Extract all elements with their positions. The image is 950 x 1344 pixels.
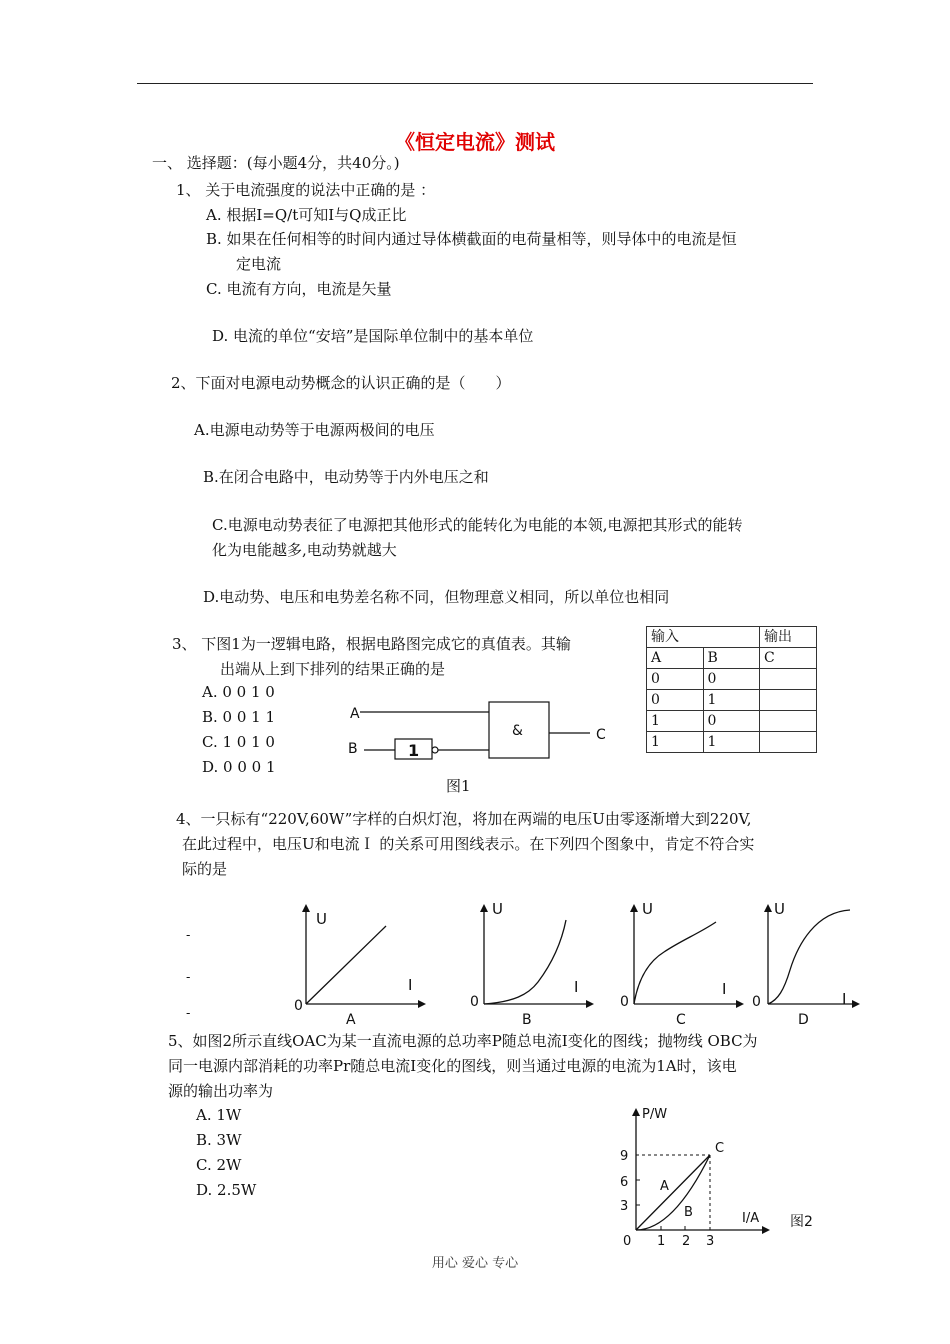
truth-table-cell: 1 xyxy=(647,732,704,753)
and-gate-symbol: & xyxy=(512,723,523,739)
fig2-curve-b-label: B xyxy=(684,1205,693,1220)
truth-table-col: B xyxy=(703,648,760,669)
fig2-origin: 0 xyxy=(623,1234,632,1249)
graph-a-origin: 0 xyxy=(294,998,303,1014)
q2-stem: 2、下面对电源电动势概念的认识正确的是（ ） xyxy=(171,374,511,392)
truth-table-col: C xyxy=(760,648,817,669)
truth-table-cell: 0 xyxy=(703,669,760,690)
margin-dash: - xyxy=(186,1006,191,1021)
graph-d-origin: 0 xyxy=(752,994,761,1010)
q5-option-d: D. 2.5W xyxy=(196,1181,257,1199)
graph-b-label: B xyxy=(522,1012,532,1028)
q2-option-d: D.电动势、电压和电势差名称不同，但物理意义相同，所以单位也相同 xyxy=(203,588,670,606)
graph-c xyxy=(620,900,760,1030)
q5-option-c: C. 2W xyxy=(196,1156,242,1174)
q3-option-a: A. 0 0 1 0 xyxy=(202,683,275,701)
graph-a-ylabel: U xyxy=(316,910,327,928)
q2-option-c: C.电源电动势表征了电源把其他形式的能转化为电能的本领,电源把其形式的能转 xyxy=(212,516,743,534)
graph-c-ylabel: U xyxy=(642,900,653,918)
truth-table xyxy=(646,626,817,753)
truth-table-cell: 1 xyxy=(647,711,704,732)
truth-table-cell: 1 xyxy=(703,732,760,753)
section-heading: 一、 选择题：(每小题4分，共40分。) xyxy=(152,154,400,172)
q5-stem-cont-2: 源的输出功率为 xyxy=(168,1082,274,1100)
fig2-ytick: 6 xyxy=(620,1175,629,1190)
graph-b xyxy=(468,900,608,1030)
q1-option-b: B. 如果在任何相等的时间内通过导体横截面的电荷量相等，则导体中的电流是恒 xyxy=(206,230,737,248)
not-gate-symbol: 1 xyxy=(408,741,420,760)
truth-table-cell[interactable] xyxy=(760,690,817,711)
page-title: 《恒定电流》测试 xyxy=(395,130,555,154)
graph-c-label: C xyxy=(676,1012,686,1028)
header-rule xyxy=(137,83,813,84)
q2-option-a: A.电源电动势等于电源两极间的电压 xyxy=(194,421,435,439)
q3-stem: 3、 下图1为一逻辑电路，根据电路图完成它的真值表。其输 xyxy=(172,635,571,653)
graph-d-xlabel: I xyxy=(842,990,847,1008)
fig2-ylabel: P/W xyxy=(642,1107,668,1122)
q1-option-b-cont: 定电流 xyxy=(236,255,282,273)
q5-stem-cont: 同一电源内部消耗的功率Pr随总电流I变化的图线，则当通过电源的电流为1A时，该电 xyxy=(168,1057,737,1075)
graph-d xyxy=(750,900,890,1030)
truth-table-cell[interactable] xyxy=(760,732,817,753)
graph-a xyxy=(290,900,430,1030)
q4-stem-cont-2: 际的是 xyxy=(182,860,228,878)
figure-1-caption: 图1 xyxy=(446,777,471,795)
q3-stem-cont: 出端从上到下排列的结果正确的是 xyxy=(220,660,446,678)
fig2-xlabel: I/A xyxy=(742,1211,760,1226)
q2-option-c-cont: 化为电能越多,电动势就越大 xyxy=(212,541,397,559)
graph-b-curve xyxy=(484,920,566,1004)
q5-option-b: B. 3W xyxy=(196,1131,242,1149)
graph-a-xlabel: I xyxy=(408,976,413,994)
truth-table-cell[interactable] xyxy=(760,711,817,732)
graph-a-label: A xyxy=(346,1012,356,1028)
figure-2-caption: 图2 xyxy=(790,1214,813,1230)
graph-c-origin: 0 xyxy=(620,994,629,1010)
truth-table-cell: 0 xyxy=(647,690,704,711)
graph-a-line xyxy=(306,926,386,1004)
q1-option-d: D. 电流的单位“安培”是国际单位制中的基本单位 xyxy=(212,327,534,345)
circuit-input-a: A xyxy=(350,706,360,722)
fig2-point-c: C xyxy=(715,1141,725,1156)
page-footer: 用心 爱心 专心 xyxy=(431,1256,519,1271)
q3-option-d: D. 0 0 0 1 xyxy=(202,758,276,776)
graph-b-ylabel: U xyxy=(492,900,503,918)
fig2-xtick: 1 xyxy=(657,1234,666,1249)
graph-d-label: D xyxy=(798,1012,809,1028)
fig2-ytick: 9 xyxy=(620,1149,629,1164)
truth-table-cell: 0 xyxy=(703,711,760,732)
q1-option-a: A. 根据I=Q/t可知I与Q成正比 xyxy=(206,206,407,224)
q3-option-b: B. 0 0 1 1 xyxy=(202,708,276,726)
circuit-output-c: C xyxy=(596,727,606,743)
line-oac xyxy=(636,1155,710,1230)
circuit-input-b: B xyxy=(348,741,358,757)
truth-table-col: A xyxy=(647,648,704,669)
fig2-curve-a-label: A xyxy=(660,1179,669,1194)
margin-dash: - xyxy=(186,928,191,943)
q1-option-c: C. 电流有方向，电流是矢量 xyxy=(206,280,392,298)
graph-d-ylabel: U xyxy=(774,900,785,918)
q4-stem: 4、一只标有“220V,60W”字样的白炽灯泡，将加在两端的电压U由零逐渐增大到220V, xyxy=(176,810,752,828)
graph-b-xlabel: I xyxy=(574,978,579,996)
fig2-ytick: 3 xyxy=(620,1199,629,1214)
q5-option-a: A. 1W xyxy=(196,1106,242,1124)
truth-table-cell[interactable] xyxy=(760,669,817,690)
truth-table-cell: 1 xyxy=(703,690,760,711)
q4-stem-cont: 在此过程中，电压U和电流Ｉ 的关系可用图线表示。在下列四个图象中，肯定不符合实 xyxy=(182,835,755,853)
graph-b-origin: 0 xyxy=(470,994,479,1010)
q5-stem: 5、如图2所示直线OAC为某一直流电源的总功率P随总电流I变化的图线；抛物线 OBC为 xyxy=(168,1032,758,1050)
logic-circuit xyxy=(340,696,620,771)
graph-d-curve xyxy=(768,910,850,1004)
truth-table-cell: 0 xyxy=(647,669,704,690)
fig2-xtick: 2 xyxy=(682,1234,691,1249)
truth-table-header-output: 输出 xyxy=(760,627,817,648)
graph-c-xlabel: I xyxy=(722,980,727,998)
fig2-xtick: 3 xyxy=(706,1234,715,1249)
q2-option-b: B.在闭合电路中，电动势等于内外电压之和 xyxy=(203,468,489,486)
graph-c-curve xyxy=(634,922,716,1004)
q3-option-c: C. 1 0 1 0 xyxy=(202,733,275,751)
truth-table-header-input: 输入 xyxy=(647,627,760,648)
margin-dash: - xyxy=(186,970,191,985)
q1-stem: 1、 关于电流强度的说法中正确的是 ： xyxy=(176,181,436,199)
